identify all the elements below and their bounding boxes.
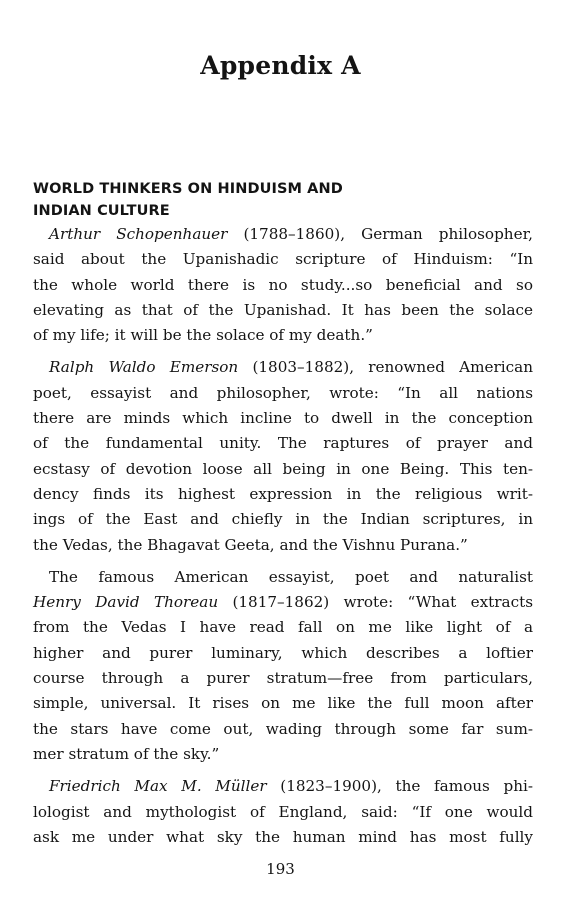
paragraph-muller — [33, 774, 533, 850]
person-name: Arthur Schopenhauer — [49, 225, 228, 243]
body-text — [33, 222, 533, 857]
person-name: Ralph Waldo Emerson — [49, 358, 239, 377]
text-line: elevating as that of the Upanishad. It has been the solace — [33, 300, 533, 319]
text-line: mer stratum of the sky.” — [33, 744, 220, 763]
text-line: from the Vedas I have read fall on me like light of a — [33, 618, 533, 637]
text-line: Henry David Thoreau (1817–1862) wrote: “What extracts — [33, 593, 534, 612]
chapter-title: Appendix A — [200, 51, 361, 80]
text-line: the Vedas, the Bhagavat Geeta, and the Vishnu Purana.” — [33, 535, 468, 554]
text-line: dency finds its highest expression in the religious writ- — [33, 484, 533, 503]
text-line: ask me under what sky the human mind has most fully — [33, 827, 533, 846]
text-line: Ralph Waldo Emerson (1803–1882), renowned American — [49, 358, 533, 377]
text-line: poet, essayist and philosopher, wrote: “In all nations — [33, 383, 533, 402]
text-line: simple, universal. It rises on me like the full moon after — [33, 694, 533, 713]
text-line: ecstasy of devotion loose all being in one Being. This ten- — [33, 459, 533, 478]
paragraph-emerson — [33, 355, 533, 557]
text-line: Friedrich Max M. Müller (1823–1900), the famous phi- — [49, 777, 533, 796]
text-line: ings of the East and chiefly in the Indian scriptures, in — [33, 510, 533, 529]
text-line: the whole world there is no study...so beneficial and so — [33, 275, 533, 294]
text-line: course through a purer stratum—free from particulars, — [33, 669, 533, 688]
text-line: higher and purer luminary, which describes a loftier — [33, 643, 533, 662]
text-line: The famous American essayist, poet and naturalist — [49, 567, 533, 586]
section-heading — [33, 178, 533, 222]
text-line: of the fundamental unity. The raptures of prayer and — [33, 434, 533, 453]
text-line: there are minds which incline to dwell in the conception — [33, 409, 533, 428]
text-line: of my life; it will be the solace of my death.” — [33, 326, 373, 345]
text-line: the stars have come out, wading through some far sum- — [33, 719, 533, 738]
person-name: Friedrich Max M. Müller — [49, 777, 267, 796]
paragraph-schopenhauer — [33, 222, 533, 348]
section-heading-line-2: INDIAN CULTURE — [33, 203, 170, 219]
section-heading-line-1: WORLD THINKERS ON HINDUISM AND — [33, 181, 343, 197]
text-line: Arthur Schopenhauer (1788–1860), German philosopher, — [49, 225, 533, 243]
paragraph-thoreau — [33, 565, 533, 767]
page-number: 193 — [266, 860, 295, 878]
text-line: said about the Upanishadic scripture of Hinduism: “In — [33, 250, 533, 269]
person-name: Henry David Thoreau — [33, 593, 219, 612]
text-line: lologist and mythologist of England, said: “If one would — [33, 802, 533, 821]
